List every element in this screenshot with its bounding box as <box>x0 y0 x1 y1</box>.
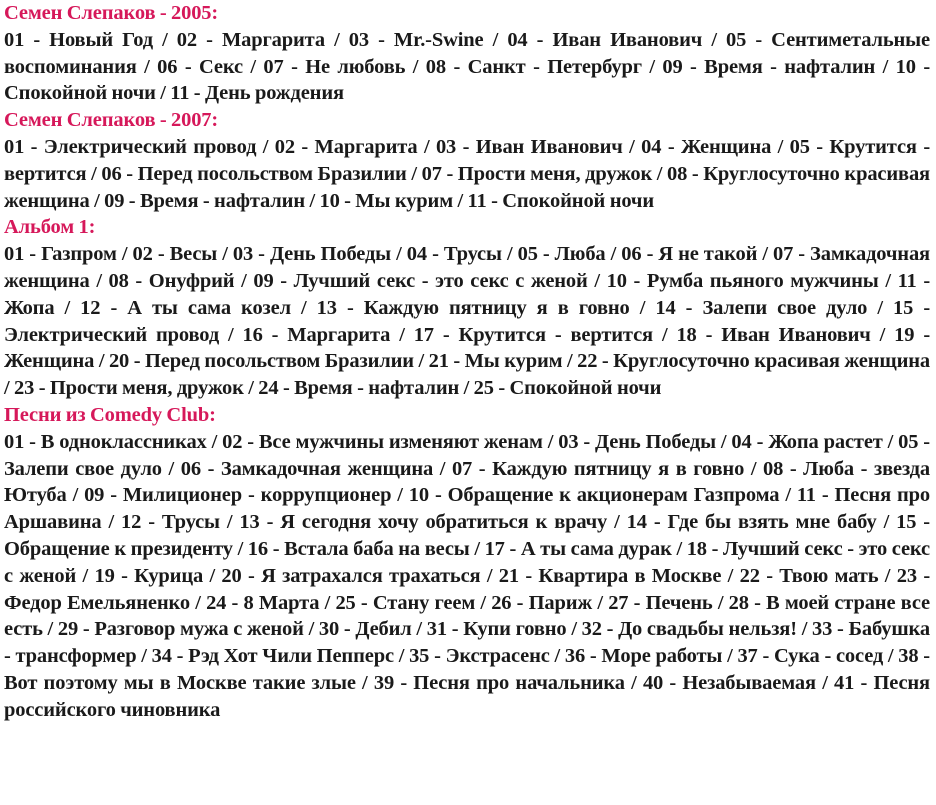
section-heading: Семен Слепаков - 2007: <box>4 109 219 132</box>
section-2007 <box>4 107 930 214</box>
section-heading: Альбом 1: <box>4 216 96 239</box>
section-heading: Песни из Comedy Club: <box>4 403 216 426</box>
track-list: 01 - Новый Год / 02 - Маргарита / 03 - Mr.-Swine / 04 - Иван Иванович / 05 - Сентиметальные воспоминания / 06 - Секс / 07 - Не любовь / 08 - Санкт - Петербург / 09 - Время - нафталин / 10 - Спокойной ночи / 11 - День рождения <box>4 28 930 105</box>
track-list: 01 - Газпром / 02 - Весы / 03 - День Победы / 04 - Трусы / 05 - Люба / 06 - Я не такой / 07 - Замкадочная женщина / 08 - Онуфрий / 09 - Лучший секс - это секс с женой / 10 - Румба пьяного мужчины / 11 - Жопа / 12 - А ты сама козел / 13 - Каждую пятницу я в говно / 14 - Залепи свое дуло / 15 - Электрический провод / 16 - Маргарита / 17 - Крутится - вертится / 18 - Иван Иванович / 19 - Женщина / 20 - Перед посольством Бразилии / 21 - Мы курим / 22 - Круглосуточно красивая женщина / 23 - Прости меня, дружок / 24 - Время - нафталин / 25 - Спокойной ночи <box>4 243 930 400</box>
section-heading: Семен Слепаков - 2005: <box>4 2 219 24</box>
track-list: 01 - Электрический провод / 02 - Маргарита / 03 - Иван Иванович / 04 - Женщина / 05 - Крутится - вертится / 06 - Перед посольством Бразилии / 07 - Прости меня, дружок / 08 - Круглосуточно красивая женщина / 09 - Время - нафталин / 10 - Мы курим / 11 - Спокойной ночи <box>4 135 930 212</box>
section-2005 <box>4 0 930 107</box>
section-comedy-club <box>4 402 930 724</box>
section-album-1 <box>4 214 930 402</box>
track-list: 01 - В одноклассниках / 02 - Все мужчины изменяют женам / 03 - День Победы / 04 - Жопа растет / 05 - Залепи свое дуло / 06 - Замкадочная женщина / 07 - Каждую пятницу я в говно / 08 - Люба - звезда Ютуба / 09 - Милиционер - коррупционер / 10 - Обращение к акционерам Газпрома / 11 - Песня про Аршавина / 12 - Трусы / 13 - Я сегодня хочу обратиться к врачу / 14 - Где бы взять мне бабу / 15 - Обращение к президенту / 16 - Встала баба на весы / 17 - А ты сама дурак / 18 - Лучший секс - это секс с женой / 19 - Курица / 20 - Я затрахался трахаться / 21 - Квартира в Москве / 22 - Твою мать / 23 - Федор Емельяненко / 24 - 8 Марта / 25 - Стану геем / 26 - Париж / 27 - Печень / 28 - В моей стране все есть / 29 - Разговор мужа с женой / 30 - Дебил / 31 - Купи говно / 32 - До свадьбы нельзя! / 33 - Бабушка - трансформер / 34 - Рэд Хот Чили Пепперс / 35 - Экстрасенс / 36 - Море работы / 37 - Сука - сосед / 38 - Вот поэтому мы в Москве такие злые / 39 - Песня про начальника / 40 - Незабываемая / 41 - Песня российского чиновника <box>4 430 930 721</box>
